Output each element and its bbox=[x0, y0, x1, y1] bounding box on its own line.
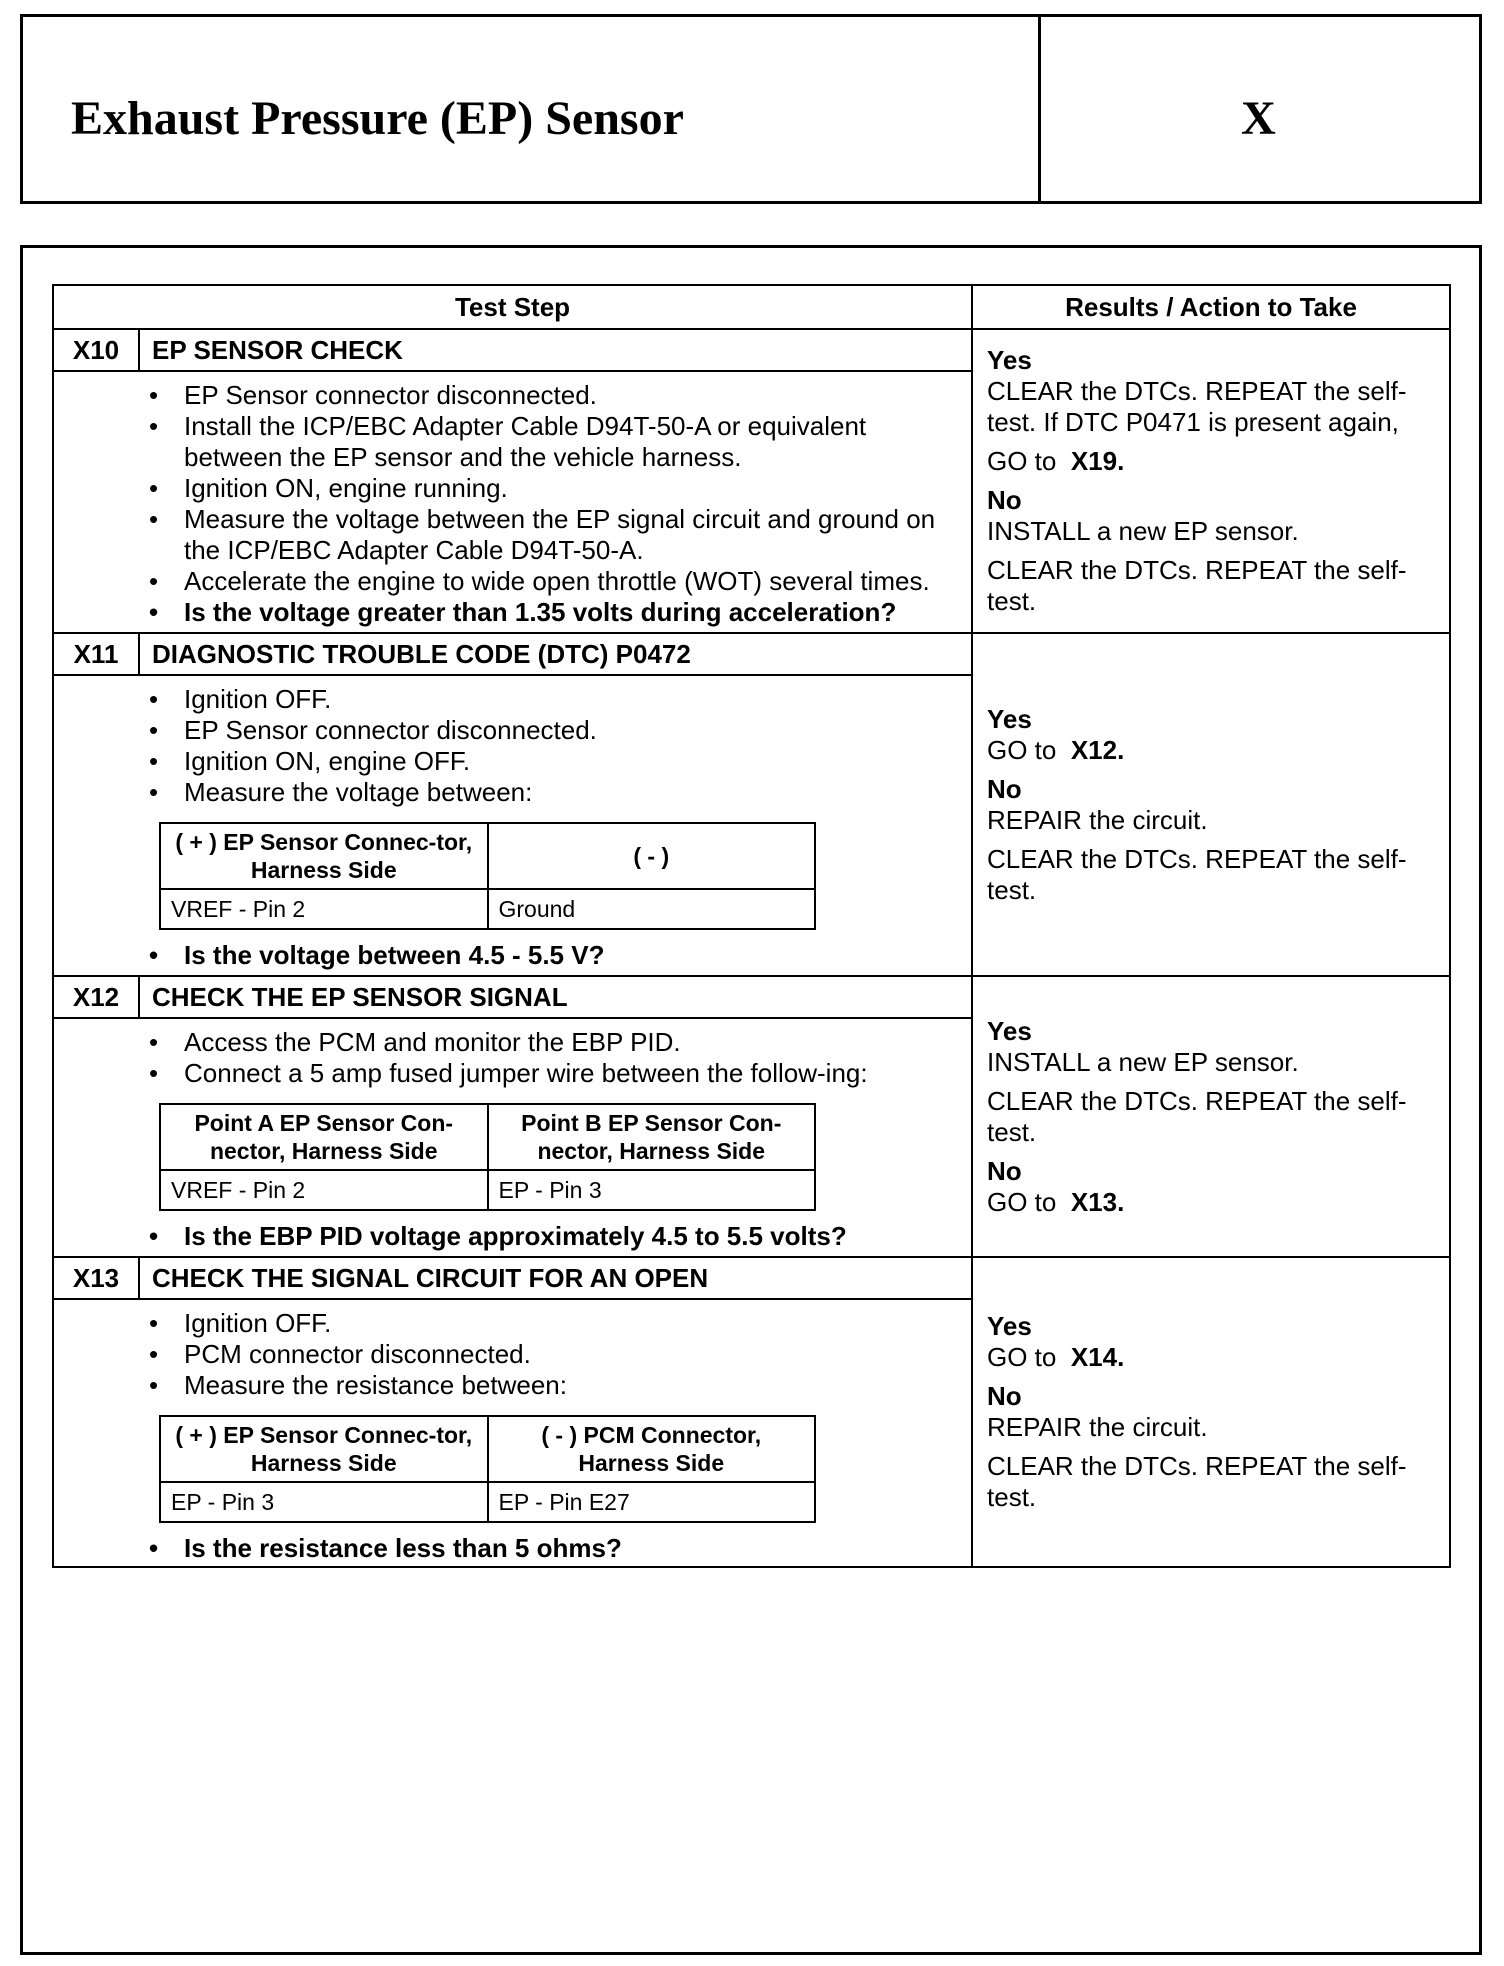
result-yes-label: Yes bbox=[987, 1311, 1032, 1341]
section-letter: X bbox=[1241, 92, 1276, 145]
col-header-results: Results / Action to Take bbox=[972, 285, 1450, 329]
measurement-value-a: VREF - Pin 2 bbox=[160, 889, 488, 929]
step-id: X10 bbox=[53, 329, 139, 371]
result-yes-label: Yes bbox=[987, 345, 1032, 375]
resistance-header-a: ( + ) EP Sensor Connec-tor, Harness Side bbox=[160, 1416, 488, 1482]
col-header-test-step: Test Step bbox=[53, 285, 972, 329]
result-no-text: INSTALL a new EP sensor. bbox=[987, 516, 1299, 546]
page-header bbox=[20, 14, 1482, 204]
step-body bbox=[139, 371, 972, 633]
step-bullet: • EP Sensor connector disconnected. bbox=[139, 715, 971, 746]
result-no-label: No bbox=[987, 1381, 1022, 1411]
step-title-row bbox=[53, 633, 1450, 675]
result-no-text2: CLEAR the DTCs. REPEAT the self-test. bbox=[987, 843, 1407, 905]
jumper-value-a: VREF - Pin 2 bbox=[160, 1170, 488, 1210]
resistance-value-a: EP - Pin 3 bbox=[160, 1482, 488, 1522]
result-no-label: No bbox=[987, 485, 1022, 515]
measurement-header-b: ( - ) bbox=[488, 823, 816, 889]
step-question: • Is the voltage greater than 1.35 volts during acceleration? bbox=[139, 597, 971, 628]
step-result bbox=[972, 633, 1450, 976]
result-yes-text: INSTALL a new EP sensor. bbox=[987, 1046, 1299, 1077]
step-result bbox=[972, 976, 1450, 1257]
step-bullet: • Measure the voltage between the EP signal circuit and ground on the ICP/EBC Adapter Cable D94T-50-A. bbox=[139, 504, 971, 566]
result-yes-label: Yes bbox=[987, 1015, 1032, 1046]
step-title: CHECK THE EP SENSOR SIGNAL bbox=[139, 976, 972, 1018]
step-result bbox=[972, 1257, 1450, 1567]
step-bullet: • Access the PCM and monitor the EBP PID. bbox=[139, 1027, 971, 1058]
step-question: • Is the voltage between 4.5 - 5.5 V? bbox=[139, 940, 971, 971]
measurement-table bbox=[159, 822, 816, 930]
measurement-header-a: ( + ) EP Sensor Connec-tor, Harness Side bbox=[160, 823, 488, 889]
result-no-text2: CLEAR the DTCs. REPEAT the self-test. bbox=[987, 1451, 1407, 1512]
step-body bbox=[139, 1299, 972, 1567]
step-title-row bbox=[53, 976, 1450, 1018]
step-bullet: • EP Sensor connector disconnected. bbox=[139, 380, 971, 411]
result-no-label: No bbox=[987, 1155, 1022, 1186]
step-title-row bbox=[53, 1257, 1450, 1299]
step-id: X12 bbox=[53, 976, 139, 1018]
step-bullet: • Install the ICP/EBC Adapter Cable D94T-50-A or equivalent between the EP sensor and the vehicle harness. bbox=[139, 411, 971, 473]
step-bullet: • Accelerate the engine to wide open throttle (WOT) several times. bbox=[139, 566, 971, 597]
result-no-label: No bbox=[987, 773, 1022, 804]
result-yes-goto: GO to X19. bbox=[987, 446, 1125, 476]
step-body bbox=[139, 1018, 972, 1257]
resistance-header-b: ( - ) PCM Connector, Harness Side bbox=[488, 1416, 816, 1482]
step-bullet: • Ignition ON, engine running. bbox=[139, 473, 971, 504]
step-question: • Is the resistance less than 5 ohms? bbox=[139, 1533, 971, 1564]
step-bullet: • Connect a 5 amp fused jumper wire between the follow-ing: bbox=[139, 1058, 971, 1089]
step-bullet: • Ignition ON, engine OFF. bbox=[139, 746, 971, 777]
result-no-text: REPAIR the circuit. bbox=[987, 1412, 1208, 1442]
step-bullet: • Ignition OFF. bbox=[139, 1308, 971, 1339]
jumper-header-b: Point B EP Sensor Con-nector, Harness Side bbox=[488, 1104, 816, 1170]
result-yes-label: Yes bbox=[987, 703, 1032, 734]
page-title: Exhaust Pressure (EP) Sensor bbox=[71, 92, 684, 145]
step-body bbox=[139, 675, 972, 976]
result-yes-text2: CLEAR the DTCs. REPEAT the self-test. bbox=[987, 1085, 1407, 1147]
resistance-value-b: EP - Pin E27 bbox=[488, 1482, 816, 1522]
resistance-table bbox=[159, 1415, 816, 1523]
result-yes-goto: GO to X12. bbox=[987, 734, 1125, 765]
step-id: X11 bbox=[53, 633, 139, 675]
step-title-row bbox=[53, 329, 1450, 371]
step-bullet: • Measure the voltage between: bbox=[139, 777, 971, 808]
test-step-table bbox=[52, 284, 1451, 1568]
step-bullet: • Ignition OFF. bbox=[139, 684, 971, 715]
measurement-value-b: Ground bbox=[488, 889, 816, 929]
step-question: • Is the EBP PID voltage approximately 4.5 to 5.5 volts? bbox=[139, 1221, 971, 1252]
step-result bbox=[972, 329, 1450, 633]
step-id: X13 bbox=[53, 1257, 139, 1299]
table-header-row bbox=[53, 285, 1450, 329]
step-title: EP SENSOR CHECK bbox=[139, 329, 972, 371]
step-bullet: • PCM connector disconnected. bbox=[139, 1339, 971, 1370]
result-yes-text: CLEAR the DTCs. REPEAT the self-test. If DTC P0471 is present again, bbox=[987, 376, 1407, 437]
step-title: CHECK THE SIGNAL CIRCUIT FOR AN OPEN bbox=[139, 1257, 972, 1299]
result-no-text: REPAIR the circuit. bbox=[987, 804, 1208, 835]
step-bullet: • Measure the resistance between: bbox=[139, 1370, 971, 1401]
jumper-header-a: Point A EP Sensor Con-nector, Harness Side bbox=[160, 1104, 488, 1170]
result-no-text2: CLEAR the DTCs. REPEAT the self-test. bbox=[987, 555, 1407, 616]
jumper-table bbox=[159, 1103, 816, 1211]
step-title: DIAGNOSTIC TROUBLE CODE (DTC) P0472 bbox=[139, 633, 972, 675]
jumper-value-b: EP - Pin 3 bbox=[488, 1170, 816, 1210]
result-no-goto: GO to X13. bbox=[987, 1186, 1125, 1217]
result-yes-goto: GO to X14. bbox=[987, 1342, 1125, 1372]
